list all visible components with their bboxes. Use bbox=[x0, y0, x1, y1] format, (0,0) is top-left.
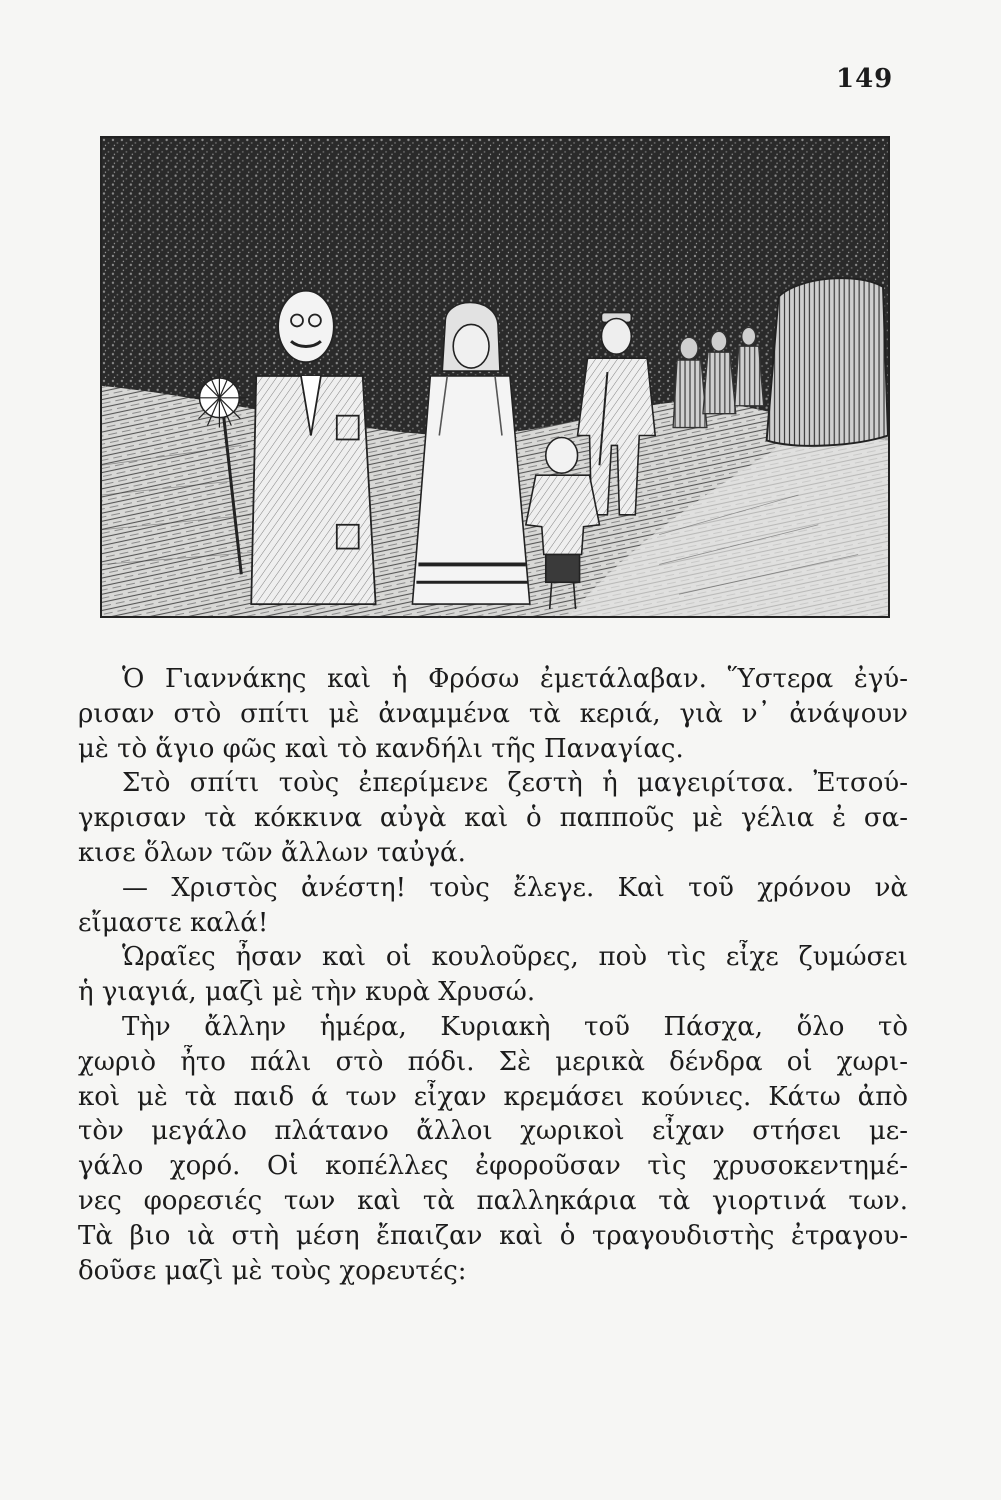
text-line-3: μὲ τὸ ἅγιο φῶς καὶ τὸ κανδήλι τῆς Παναγίας. bbox=[78, 733, 684, 764]
text-line-5: γκρισαν τὰ κόκκινα αὐγὰ καὶ ὁ παπποῦς μὲ γέλια ἐ σα- bbox=[78, 803, 908, 834]
text-line-8: εἴμαστε καλά! bbox=[78, 907, 269, 938]
text-line-18: δοῦσε μαζὶ μὲ τοὺς χορευτές: bbox=[78, 1255, 467, 1286]
text-line-16: νες φορεσιές των καὶ τὰ παλληκάρια τὰ γιορτινά των. bbox=[78, 1185, 908, 1216]
text-line-15: γάλο χορό. Οἱ κοπέλλες ἐφοροῦσαν τὶς χρυσοκεντημέ- bbox=[78, 1151, 908, 1182]
text-line-14: τὸν μεγάλο πλάτανο ἄλλοι χωρικοὶ εἶχαν στήσει με- bbox=[78, 1116, 908, 1147]
text-line-10: ἡ γιαγιά, μαζὶ μὲ τὴν κυρὰ Χρυσώ. bbox=[78, 977, 536, 1008]
body-text bbox=[78, 662, 908, 1288]
page-number: 149 bbox=[836, 64, 894, 94]
text-line-9: Ὡραῖες ἦσαν καὶ οἱ κουλοῦρες, ποὺ τὶς εἶχε ζυμώσει bbox=[122, 942, 908, 973]
text-line-13: κοὶ μὲ τὰ παιδ ά των εἶχαν κρεμάσει κούνιες. Κάτω ἀπὸ bbox=[78, 1081, 908, 1112]
text-line-6: κισε ὅλων τῶν ἄλλων ταὐγά. bbox=[78, 837, 466, 868]
text-line-12: χωριὸ ἦτο πάλι στὸ πόδι. Σὲ μερικὰ δένδρα οἱ χωρι- bbox=[78, 1046, 908, 1077]
easter-procession-illustration bbox=[100, 136, 890, 618]
text-line-2: ρισαν στὸ σπίτι μὲ ἀναμμένα τὰ κεριά, γιὰ ν᾿ ἀνάψουν bbox=[78, 698, 908, 729]
text-line-1: Ὁ Γιαννάκης καὶ ἡ Φρόσω ἐμετάλαβαν. Ὕστερα ἐγύ- bbox=[122, 664, 908, 694]
text-line-7: — Χριστὸς ἀνέστη! τοὺς ἔλεγε. Καὶ τοῦ χρόνου νὰ bbox=[122, 872, 908, 903]
text-line-11: Τὴν ἄλλην ἡμέρα, Κυριακὴ τοῦ Πάσχα, ὅλο τὸ bbox=[122, 1011, 908, 1042]
illustration-drawing bbox=[102, 138, 888, 616]
text-line-17: Τὰ βιο ιὰ στὴ μέση ἔπαιζαν καὶ ὁ τραγουδιστὴς ἐτραγου- bbox=[78, 1220, 908, 1251]
text-line-4: Στὸ σπίτι τοὺς ἐπερίμενε ζεστὴ ἡ μαγειρίτσα. Ἐτσού- bbox=[122, 768, 908, 799]
